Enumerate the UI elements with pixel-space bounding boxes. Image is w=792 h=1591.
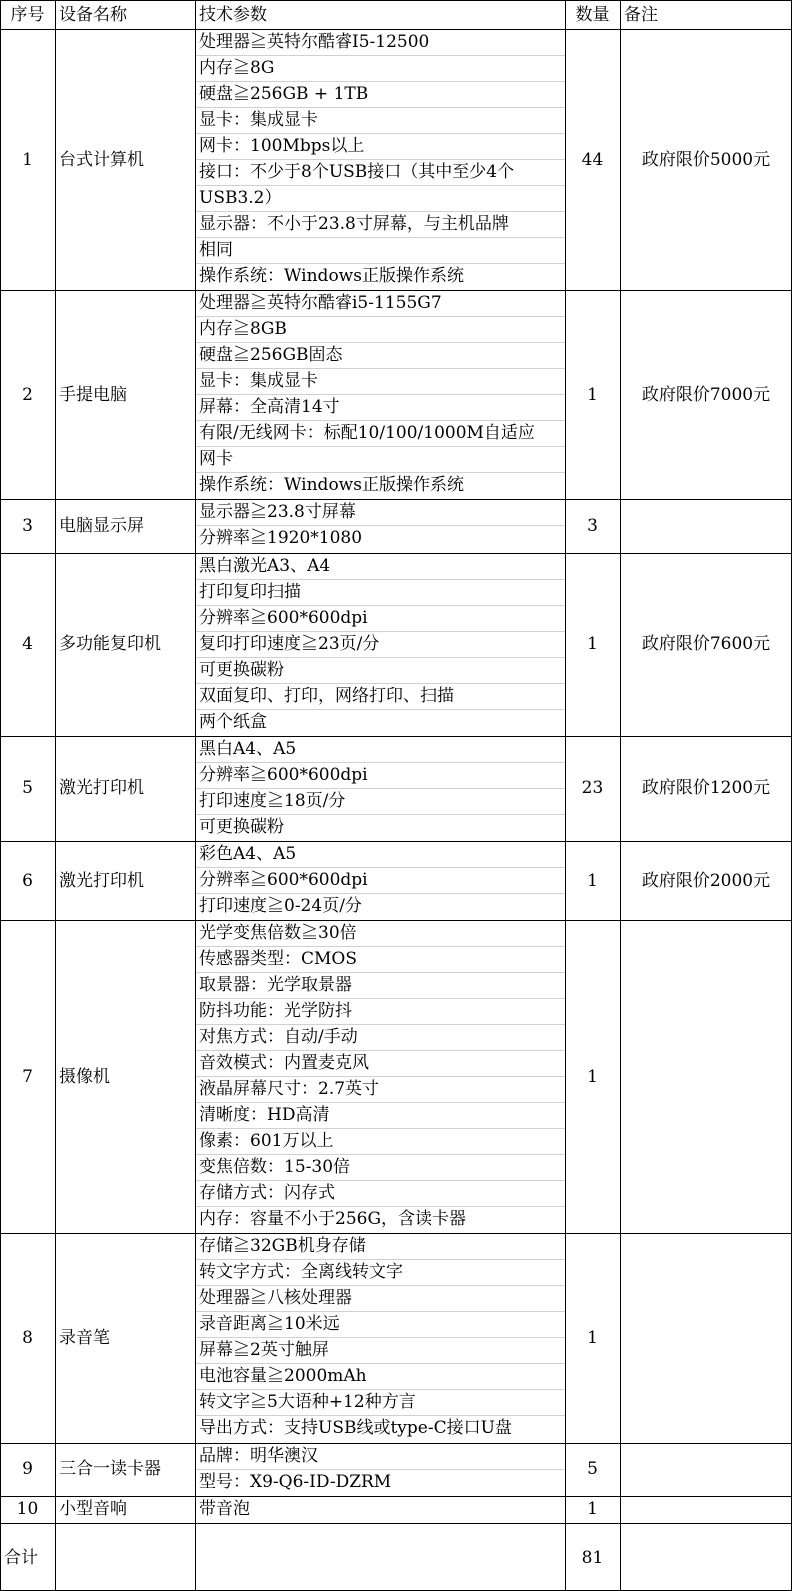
- column-border: [620, 0, 621, 1591]
- remark: 政府限价1200元: [641, 778, 771, 798]
- header-spec: 技术参数: [199, 5, 267, 25]
- spec-line: 可更换碳粉: [199, 817, 284, 837]
- spec-line: 操作系统：Windows正版操作系统: [199, 475, 464, 495]
- quantity: 1: [587, 871, 598, 891]
- total-quantity: 81: [581, 1548, 604, 1568]
- row-number: 10: [16, 1499, 39, 1519]
- spec-line: 型号：X9-Q6-ID-DZRM: [199, 1472, 392, 1492]
- row-number: 6: [22, 871, 33, 891]
- spec-line: 显示器≧23.8寸屏幕: [199, 502, 356, 522]
- spec-line: 有限/无线网卡：标配10/100/1000M自适应: [199, 423, 535, 443]
- spec-line: 分辨率≧600*600dpi: [199, 870, 368, 890]
- quantity: 23: [581, 778, 604, 798]
- spec-line: 像素：601万以上: [199, 1131, 334, 1151]
- spec-line: 清晰度：HD高清: [199, 1105, 330, 1125]
- row-number: 8: [22, 1328, 33, 1348]
- device-name: 小型音响: [59, 1499, 127, 1519]
- device-name: 三合一读卡器: [59, 1459, 161, 1479]
- spec-line: 光学变焦倍数≧30倍: [199, 923, 357, 943]
- spec-line: 网卡: [199, 449, 233, 469]
- spec-line: 品牌：明华澳汉: [199, 1446, 318, 1466]
- spec-line: 内存≧8GB: [199, 319, 287, 339]
- device-name: 录音笔: [59, 1328, 110, 1348]
- row-number: 3: [22, 516, 33, 536]
- row-number: 9: [22, 1459, 33, 1479]
- column-border: [55, 0, 56, 1591]
- device-name: 电脑显示屏: [59, 516, 144, 536]
- quantity: 44: [581, 150, 604, 170]
- spec-line: USB3.2）: [199, 188, 282, 208]
- spec-line: 存储方式：闪存式: [199, 1183, 335, 1203]
- row-border: [0, 1523, 792, 1524]
- header-no: 序号: [10, 5, 45, 25]
- spec-line: 转文字方式：全离线转文字: [199, 1262, 403, 1282]
- quantity: 1: [587, 634, 598, 654]
- quantity: 5: [587, 1459, 598, 1479]
- spec-line: 网卡：100Mbps以上: [199, 136, 365, 156]
- spec-line: 处理器≧八核处理器: [199, 1288, 352, 1308]
- row-number: 5: [22, 778, 33, 798]
- quantity: 1: [587, 385, 598, 405]
- spec-line: 两个纸盒: [199, 712, 267, 732]
- table-top-border: [0, 0, 792, 1]
- spec-line: 打印速度≧0-24页/分: [199, 896, 362, 916]
- spec-line: 存储≧32GB机身存储: [199, 1236, 366, 1256]
- spec-line: 复印打印速度≧23页/分: [199, 634, 380, 654]
- spec-line: 音效模式：内置麦克风: [199, 1053, 369, 1073]
- spec-line: 操作系统：Windows正版操作系统: [199, 266, 464, 286]
- spec-line: 液晶屏幕尺寸：2.7英寸: [199, 1079, 380, 1099]
- spec-line: 导出方式：支持USB线或type-C接口U盘: [199, 1418, 512, 1438]
- remark: 政府限价7000元: [641, 385, 771, 405]
- spec-line: 处理器≧英特尔酷睿i5-1155G7: [199, 293, 442, 313]
- spec-line: 传感器类型：CMOS: [199, 949, 357, 969]
- spec-line: 分辨率≧600*600dpi: [199, 608, 368, 628]
- spec-line: 彩色A4、A5: [199, 844, 297, 864]
- spec-line: 电池容量≧2000mAh: [199, 1366, 367, 1386]
- spec-line: 分辨率≧1920*1080: [199, 528, 363, 548]
- spec-line: 内存≧8G: [199, 58, 275, 78]
- spec-line: 接口：不少于8个USB接口（其中至少4个: [199, 162, 515, 182]
- device-name: 激光打印机: [59, 871, 144, 891]
- spec-line: 黑白A4、A5: [199, 739, 297, 759]
- remark: 政府限价7600元: [641, 634, 771, 654]
- spec-line: 显卡：集成显卡: [199, 110, 318, 130]
- spec-line: 双面复印、打印，网络打印、扫描: [199, 686, 454, 706]
- spec-line: 变焦倍数：15-30倍: [199, 1157, 351, 1177]
- row-number: 4: [22, 634, 33, 654]
- device-name: 台式计算机: [59, 150, 144, 170]
- spec-line: 防抖功能：光学防抖: [199, 1001, 352, 1021]
- remark: 政府限价2000元: [641, 871, 771, 891]
- row-number: 7: [22, 1067, 33, 1087]
- row-number: 2: [22, 385, 33, 405]
- quantity: 3: [587, 516, 598, 536]
- spec-line: 打印速度≧18页/分: [199, 791, 346, 811]
- spec-line: 录音距离≧10米远: [199, 1314, 340, 1334]
- spec-line: 可更换碳粉: [199, 660, 284, 680]
- spec-line: 打印复印扫描: [199, 582, 301, 602]
- quantity: 1: [587, 1328, 598, 1348]
- spec-line: 处理器≧英特尔酷睿I5-12500: [199, 32, 430, 52]
- spec-line: 取景器：光学取景器: [199, 975, 352, 995]
- spec-line: 内存：容量不小于256G，含读卡器: [199, 1209, 467, 1229]
- spec-line: 屏幕≧2英寸触屏: [199, 1340, 329, 1360]
- header-remark: 备注: [624, 5, 658, 25]
- remark: 政府限价5000元: [641, 150, 771, 170]
- device-name: 激光打印机: [59, 778, 144, 798]
- column-border: [195, 0, 196, 1591]
- spec-line: 黑白激光A3、A4: [199, 556, 331, 576]
- spec-line: 显示器：不小于23.8寸屏幕，与主机品牌: [199, 214, 509, 234]
- quantity: 1: [587, 1067, 598, 1087]
- header-name: 设备名称: [59, 5, 127, 25]
- row-number: 1: [22, 150, 33, 170]
- spec-line: 相同: [199, 240, 233, 260]
- total-label: 合计: [4, 1548, 38, 1568]
- quantity: 1: [587, 1499, 598, 1519]
- header-qty: 数量: [575, 5, 610, 25]
- spec-line: 分辨率≧600*600dpi: [199, 765, 368, 785]
- device-name: 手提电脑: [59, 385, 127, 405]
- spec-line: 屏幕：全高清14寸: [199, 397, 340, 417]
- spec-line: 转文字≧5大语种+12种方言: [199, 1392, 416, 1412]
- spec-line: 对焦方式：自动/手动: [199, 1027, 358, 1047]
- spec-line: 硬盘≧256GB固态: [199, 345, 343, 365]
- spec-line: 带音泡: [199, 1499, 250, 1519]
- device-name: 多功能复印机: [59, 634, 161, 654]
- device-name: 摄像机: [59, 1067, 110, 1087]
- spec-line: 硬盘≧256GB + 1TB: [199, 84, 369, 104]
- spec-line: 显卡：集成显卡: [199, 371, 318, 391]
